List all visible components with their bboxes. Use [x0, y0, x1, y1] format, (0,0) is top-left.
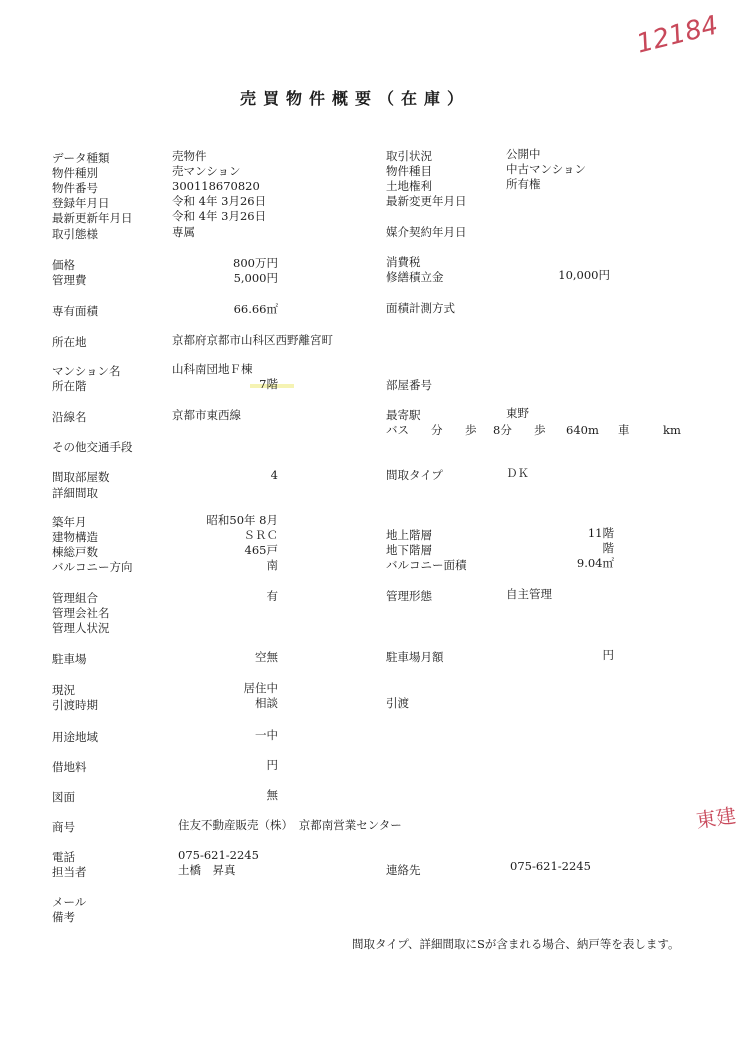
label-built: 築年月 — [52, 515, 87, 529]
label-land-right: 土地権利 — [386, 179, 432, 193]
value-layout-type: ＤＫ — [506, 466, 529, 480]
value-built: 昭和50年 8月 — [206, 513, 278, 527]
value-line: 京都市東西線 — [172, 408, 241, 422]
value-property-number: 300118670820 — [172, 179, 260, 193]
value-nearest-station: 東野 — [506, 406, 529, 420]
value-room-count: 4 — [270, 468, 278, 482]
walk-minutes: 8分 — [493, 423, 512, 437]
label-remarks: 備考 — [52, 910, 75, 924]
value-repair-fund: 10,000円 — [558, 268, 610, 282]
walk-label: 歩 — [465, 423, 477, 437]
label-deal-status: 取引状況 — [386, 149, 432, 163]
value-zoning: 一中 — [255, 728, 278, 742]
label-floor-area: 専有面積 — [52, 304, 98, 318]
walk-distance: 640m — [566, 423, 599, 437]
label-handover-time: 引渡時期 — [52, 698, 98, 712]
label-company: 商号 — [52, 820, 75, 834]
value-current-status: 居住中 — [243, 681, 278, 695]
label-person: 担当者 — [52, 865, 87, 879]
page-title: 売買物件概要（在庫） — [240, 89, 471, 108]
bus-label: バス — [386, 423, 409, 437]
label-line: 沿線名 — [52, 410, 87, 424]
label-land-rent: 借地料 — [52, 760, 87, 774]
label-parking: 駐車場 — [52, 652, 87, 666]
value-property-item: 中古マンション — [506, 162, 586, 176]
value-structure: ＳＲＣ — [243, 528, 278, 542]
value-updated-date: 令和 4年 3月26日 — [172, 209, 267, 223]
label-mgmt-union: 管理組合 — [52, 591, 98, 605]
label-mgmt-company: 管理会社名 — [52, 606, 110, 620]
label-layout-detail: 詳細間取 — [52, 486, 98, 500]
label-total-units: 棟総戸数 — [52, 545, 98, 559]
value-phone: 075-621-2245 — [178, 848, 259, 862]
value-parking-fee: 円 — [602, 648, 614, 662]
label-other-transport: その他交通手段 — [52, 440, 133, 454]
value-deal-type: 専属 — [172, 225, 195, 239]
label-latest-change: 最新変更年月日 — [386, 194, 467, 208]
value-floors-below: 階 — [602, 541, 614, 555]
label-manager-status: 管理人状況 — [52, 621, 110, 635]
value-land-rent: 円 — [266, 758, 278, 772]
label-mgmt-form: 管理形態 — [386, 589, 432, 603]
label-property-item: 物件種目 — [386, 164, 432, 178]
value-land-right: 所有権 — [506, 177, 541, 191]
label-property-kind: 物件種別 — [52, 166, 98, 180]
label-consumption-tax: 消費税 — [386, 255, 421, 269]
label-balcony-direction: バルコニー方向 — [52, 560, 133, 574]
value-total-units: 465戸 — [244, 543, 278, 557]
label-brokerage-date: 媒介契約年月日 — [386, 225, 467, 239]
label-balcony-area: バルコニー面積 — [386, 558, 467, 572]
label-handover: 引渡 — [386, 696, 409, 710]
label-room-number: 部屋番号 — [386, 378, 432, 392]
bus-minutes-unit: 分 — [431, 423, 443, 437]
value-registered-date: 令和 4年 3月26日 — [172, 194, 267, 208]
value-data-type: 売物件 — [172, 149, 207, 163]
label-phone: 電話 — [52, 850, 75, 864]
label-mansion-name: マンション名 — [52, 364, 121, 378]
label-area-method: 面積計測方式 — [386, 301, 455, 315]
value-mgmt-form: 自主管理 — [506, 587, 552, 601]
label-parking-fee: 駐車場月額 — [386, 650, 444, 664]
label-deal-type: 取引態様 — [52, 227, 98, 241]
label-structure: 建物構造 — [52, 530, 98, 544]
car-km-unit: km — [663, 423, 681, 437]
value-drawing: 無 — [266, 788, 278, 802]
value-parking: 空無 — [255, 650, 278, 664]
value-property-kind: 売マンション — [172, 164, 241, 178]
value-balcony-direction: 南 — [266, 558, 278, 572]
label-updated-date: 最新更新年月日 — [52, 211, 133, 225]
label-property-number: 物件番号 — [52, 181, 98, 195]
handwritten-number: 12184 — [633, 10, 722, 60]
value-address: 京都府京都市山科区西野離宮町 — [172, 333, 333, 347]
car-label: 車 — [618, 423, 630, 437]
label-data-type: データ種類 — [52, 151, 110, 165]
handwritten-seal: 東建 — [694, 803, 738, 833]
footnote: 間取タイプ、詳細間取にSが含まれる場合、納戸等を表します。 — [352, 937, 680, 951]
label-floors-below: 地下階層 — [386, 543, 432, 557]
value-balcony-area: 9.04㎡ — [576, 556, 614, 570]
label-drawing: 図面 — [52, 790, 75, 804]
value-mansion-name: 山科南団地Ｆ棟 — [172, 362, 253, 376]
label-mail: メール — [52, 895, 87, 909]
value-floor: 7階 — [259, 377, 278, 391]
value-person: 土橋 昇真 — [178, 863, 236, 877]
label-zoning: 用途地域 — [52, 730, 98, 744]
value-mgmt-union: 有 — [266, 589, 278, 603]
label-registered-date: 登録年月日 — [52, 196, 110, 210]
value-price: 800万円 — [233, 256, 278, 270]
walk-label-2: 歩 — [534, 423, 546, 437]
label-floors-above: 地上階層 — [386, 528, 432, 542]
value-floor-area: 66.66㎡ — [233, 302, 278, 316]
label-nearest-station: 最寄駅 — [386, 408, 421, 422]
label-layout-type: 間取タイプ — [386, 468, 443, 482]
label-floor: 所在階 — [52, 379, 87, 393]
label-price: 価格 — [52, 258, 75, 272]
label-room-count: 間取部屋数 — [52, 470, 110, 484]
value-company: 住友不動産販売（株） 京都南営業センター — [178, 818, 402, 832]
value-deal-status: 公開中 — [506, 147, 541, 161]
label-contact: 連絡先 — [386, 863, 421, 877]
label-address: 所在地 — [52, 335, 87, 349]
label-current-status: 現況 — [52, 683, 75, 697]
value-management-fee: 5,000円 — [233, 271, 278, 285]
value-floors-above: 11階 — [587, 526, 614, 540]
value-handover-time: 相談 — [255, 696, 278, 710]
label-management-fee: 管理費 — [52, 273, 87, 287]
value-contact: 075-621-2245 — [510, 859, 591, 873]
label-repair-fund: 修繕積立金 — [386, 270, 444, 284]
